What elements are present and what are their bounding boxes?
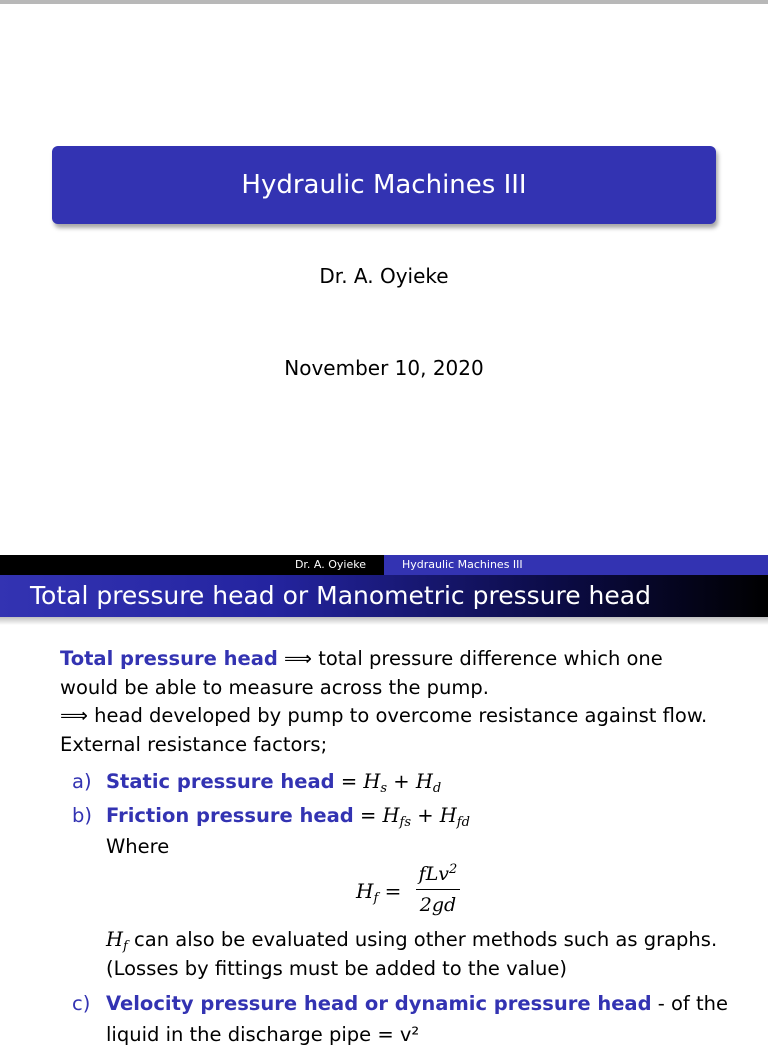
- plus-sign: +: [411, 804, 440, 827]
- top-border: [0, 0, 768, 4]
- title-box: [52, 146, 716, 224]
- note-line-1: [106, 925, 750, 954]
- math-var: H: [363, 770, 381, 793]
- equals-sign: =: [334, 770, 364, 793]
- intro-line-4: External resistance factors;: [60, 732, 328, 756]
- math-sub: d: [432, 781, 442, 796]
- formula-denominator: 2gd: [419, 894, 457, 916]
- plus-sign: +: [387, 770, 416, 793]
- total-pressure-head-term: Total pressure head: [60, 647, 278, 670]
- math-var: H: [382, 804, 400, 827]
- velocity-pressure-head-term: Velocity pressure head or dynamic pressure head: [106, 992, 652, 1015]
- formula-numerator: [416, 861, 460, 887]
- friction-note: [60, 925, 750, 983]
- static-pressure-head-term: Static pressure head: [106, 770, 335, 793]
- list-item-velocity: [60, 987, 750, 1021]
- velocity-rest: - of the: [651, 992, 728, 1015]
- math-sub: fd: [456, 815, 470, 830]
- math-var: H: [415, 770, 433, 793]
- numerator-exponent: 2: [449, 862, 458, 877]
- friction-formula: [60, 861, 750, 925]
- list-item-label: a): [72, 770, 92, 793]
- velocity-cut-line: liquid in the discharge pipe = v²: [106, 1023, 420, 1046]
- formula-lhs: [356, 877, 401, 906]
- where-label: Where: [106, 835, 170, 858]
- fraction-bar: [416, 889, 460, 890]
- intro-line-3: [60, 702, 750, 731]
- frame-title-shadow: [0, 617, 768, 625]
- math-sub: fs: [399, 815, 412, 830]
- headline-title: Hydraulic Machines III: [384, 555, 768, 575]
- list-item-friction: [60, 799, 750, 833]
- note-line-2: (Losses by fittings must be added to the value): [106, 957, 567, 980]
- math-sub: f: [373, 891, 379, 906]
- presentation-date: November 10, 2020: [284, 356, 484, 380]
- frame-title: Total pressure head or Manometric pressure head: [0, 575, 768, 617]
- math-var: H: [356, 879, 374, 903]
- author-name: Dr. A. Oyieke: [319, 264, 449, 288]
- numerator-text: fLv: [418, 863, 450, 885]
- headline-author: Dr. A. Oyieke: [294, 558, 366, 571]
- intro-line-1: [60, 645, 750, 674]
- note-line-1-rest: can also be evaluated using other methods such as graphs.: [127, 928, 718, 951]
- resistance-list: [60, 765, 750, 833]
- list-item-label: c): [72, 992, 91, 1015]
- headline-bar: [0, 555, 768, 575]
- implies-arrow-icon: ⟹: [60, 704, 88, 727]
- friction-pressure-head-term: Friction pressure head: [106, 804, 354, 827]
- list-item-static: [60, 765, 750, 799]
- math-var: H: [106, 928, 124, 951]
- math-sub: s: [380, 781, 388, 796]
- intro-line-3-rest: head developed by pump to overcome resistance against flow.: [87, 704, 708, 727]
- list-item-label: b): [72, 804, 92, 827]
- slide-body: [60, 645, 750, 1049]
- content-slide: [0, 555, 768, 1046]
- formula-fraction: [416, 861, 460, 918]
- intro-line-2: would be able to measure across the pump.: [60, 675, 489, 699]
- math-var: H: [439, 804, 457, 827]
- intro-line-1-rest: total pressure difference which one: [312, 647, 663, 670]
- math-sub: f: [123, 939, 128, 954]
- equals-sign: =: [353, 804, 383, 827]
- presentation-title: Hydraulic Machines III: [241, 170, 527, 200]
- implies-arrow-icon: ⟹: [284, 647, 312, 670]
- equals-sign: =: [378, 879, 402, 903]
